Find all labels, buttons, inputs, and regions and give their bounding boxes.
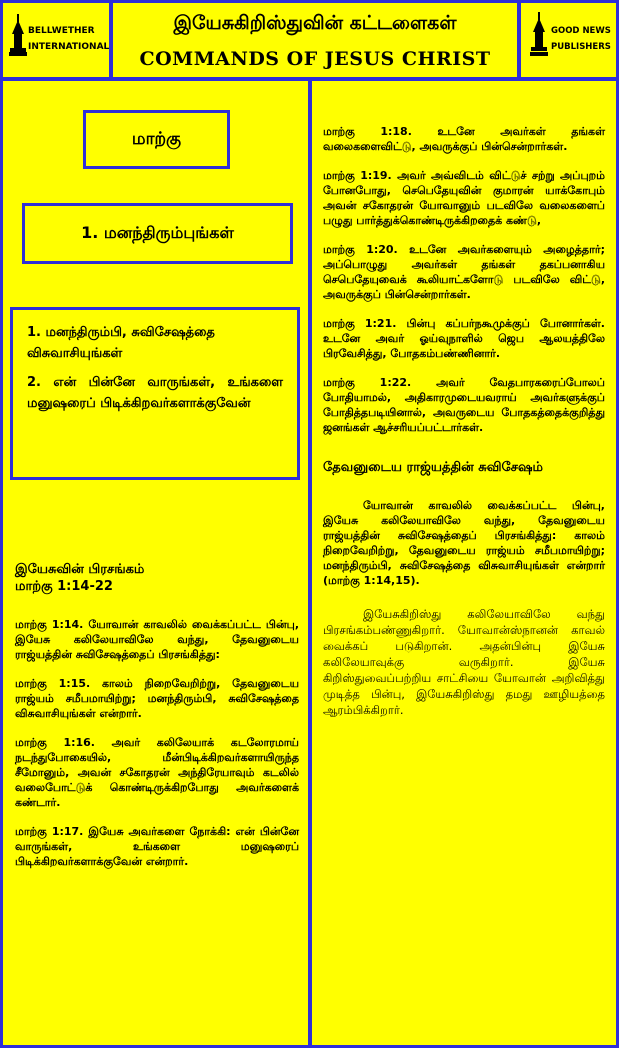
command-item: 1. மனந்திரும்பி, சுவிசேஷத்தை விசுவாசியுங்கள்	[27, 325, 215, 361]
title-tamil: இயேசுகிறிஸ்துவின் கட்டளைகள்	[173, 12, 457, 34]
kingdom-title: தேவனுடைய ராஜ்யத்தின் சுவிசேஷம்	[323, 460, 543, 475]
bellwether-icon	[9, 14, 27, 58]
logo-line-1: BELLWETHER	[28, 26, 95, 36]
verse-paragraph: மாற்கு 1:17. இயேசு அவர்களை நோக்கி: என் பின்னே வாருங்கள், உங்களை மனுஷரைப் பிடிக்கிறவர்களாக்குவேன் என்றார்.	[15, 825, 299, 868]
right-text-block	[323, 124, 605, 732]
verse-paragraph: மாற்கு 1:15. காலம் நிறைவேறிற்று, தேவனுடைய ராஜ்யம் சமீபமாயிற்று; மனந்திரும்பி, சுவிசேஷத்தை விசுவாசியுங்கள் என்றார்.	[15, 677, 299, 720]
book-name: மாற்கு	[131, 128, 182, 149]
verse-paragraph: மாற்கு 1:16. அவர் கலிலேயாக் கடலோரமாய் நடந்துபோகையில், மீன்பிடிக்கிறவர்களாயிருந்த சீமோனும், அவன் சகோதரன் அந்திரேயாவும் கடலில் வலைபோட்டுக் கொண்டிருக்கிறபோது அவர்களைக் கண்டார்.	[15, 736, 299, 809]
book-name-box	[83, 110, 230, 169]
sermon-title: இயேசுவின் பிரசங்கம்	[15, 562, 145, 577]
kingdom-paragraph: யோவான் காவலில் வைக்கப்பட்ட பின்பு, இயேசு கலிலேயாவிலே வந்து, தேவனுடைய ராஜ்யத்தின் சுவிசேஷத்தைப் பிரசங்கித்து: காலம் நிறைவேறிற்று, தேவனுடைய ராஜ்யம் சமீபமாயிற்று; மனந்திரும்பி, சுவிசேஷத்தை விசுவாசியுங்கள் என்றார் (மாற்கு 1:14,15).	[323, 499, 605, 587]
command-heading: 1. மனந்திரும்புங்கள்	[81, 223, 234, 242]
commands-box	[10, 307, 300, 480]
verse-paragraph: மாற்கு 1:18. உடனே அவர்கள் தங்கள் வலைகளைவிட்டு, அவருக்குப் பின்சென்றார்கள்.	[323, 125, 605, 153]
sermon-ref: மாற்கு 1:14-22	[15, 579, 113, 594]
logo-line-2: INTERNATIONAL	[28, 42, 110, 52]
left-text-block	[15, 561, 299, 883]
logo-line-1: GOOD NEWS	[551, 26, 611, 36]
verse-paragraph: மாற்கு 1:19. அவர் அவ்விடம் விட்டுச் சற்று அப்புறம் போனபோது, செபெதேயுவின் குமாரன் யாக்கோபும் அவன் சகோதரன் யோவானும் படவிலே வலைகளைப் பழுது பார்த்துக்கொண்டிருக்கிறதைக் கண்டு,	[323, 169, 605, 227]
logo-line-2: PUBLISHERS	[551, 42, 611, 52]
verse-paragraph: மாற்கு 1:22. அவர் வேதபாரகரைப்போலப் போதியாமல், அதிகாரமுடையவராய் அவர்களுக்குப் போதித்தபடியினால், அவருடைய போதகத்தைக்குறித்து ஜனங்கள் ஆச்சரியப்பட்டார்கள்.	[323, 376, 605, 434]
verse-paragraph: மாற்கு 1:21. பின்பு கப்பர்நகூமுக்குப் போனார்கள். உடனே அவர் ஓய்வுநாளில் ஜெப ஆலயத்திலே பிரவேசித்து, போதகம்பண்ணினார்.	[323, 317, 605, 360]
command-heading-box	[22, 203, 293, 264]
command-item: 2. என் பின்னே வாருங்கள், உங்களை மனுஷரைப் பிடிக்கிறவர்களாக்குவேன்	[27, 375, 283, 411]
verse-paragraph: மாற்கு 1:20. உடனே அவர்களையும் அழைத்தார்; அப்பொழுது அவர்கள் தங்கள் தகப்பனாகிய செபெதேயுவைக் கூலியாட்களோடு படவிலே விட்டு, அவருக்குப் பின்சென்றார்கள்.	[323, 243, 605, 301]
commentary-paragraph: இயேசுகிறிஸ்து கலிலேயாவிலே வந்து பிரசங்கம்பண்ணுகிறார். யோவான்ஸ்நானன் காவல் வைக்கப் படுகிறான். அதன்பின்பு இயேசு கலிலேயாவுக்கு வருகிறார். இயேசு கிறிஸ்துவைப்பற்றிய சாட்சியை யோவான் அறிவித்து முடித்த பின்பு, இயேசுகிறிஸ்து தமது ஊழியத்தை ஆரம்பிக்கிறார்.	[323, 607, 605, 717]
title-english: COMMANDS OF JESUS CHRIST	[139, 48, 491, 70]
verse-paragraph: மாற்கு 1:14. யோவான் காவலில் வைக்கப்பட்ட பின்பு, இயேசு கலிலேயாவிலே வந்து, தேவனுடைய ராஜ்யத்தின் சுவிசேஷத்தைப் பிரசங்கித்து:	[15, 618, 299, 661]
good-news-icon	[530, 12, 548, 58]
